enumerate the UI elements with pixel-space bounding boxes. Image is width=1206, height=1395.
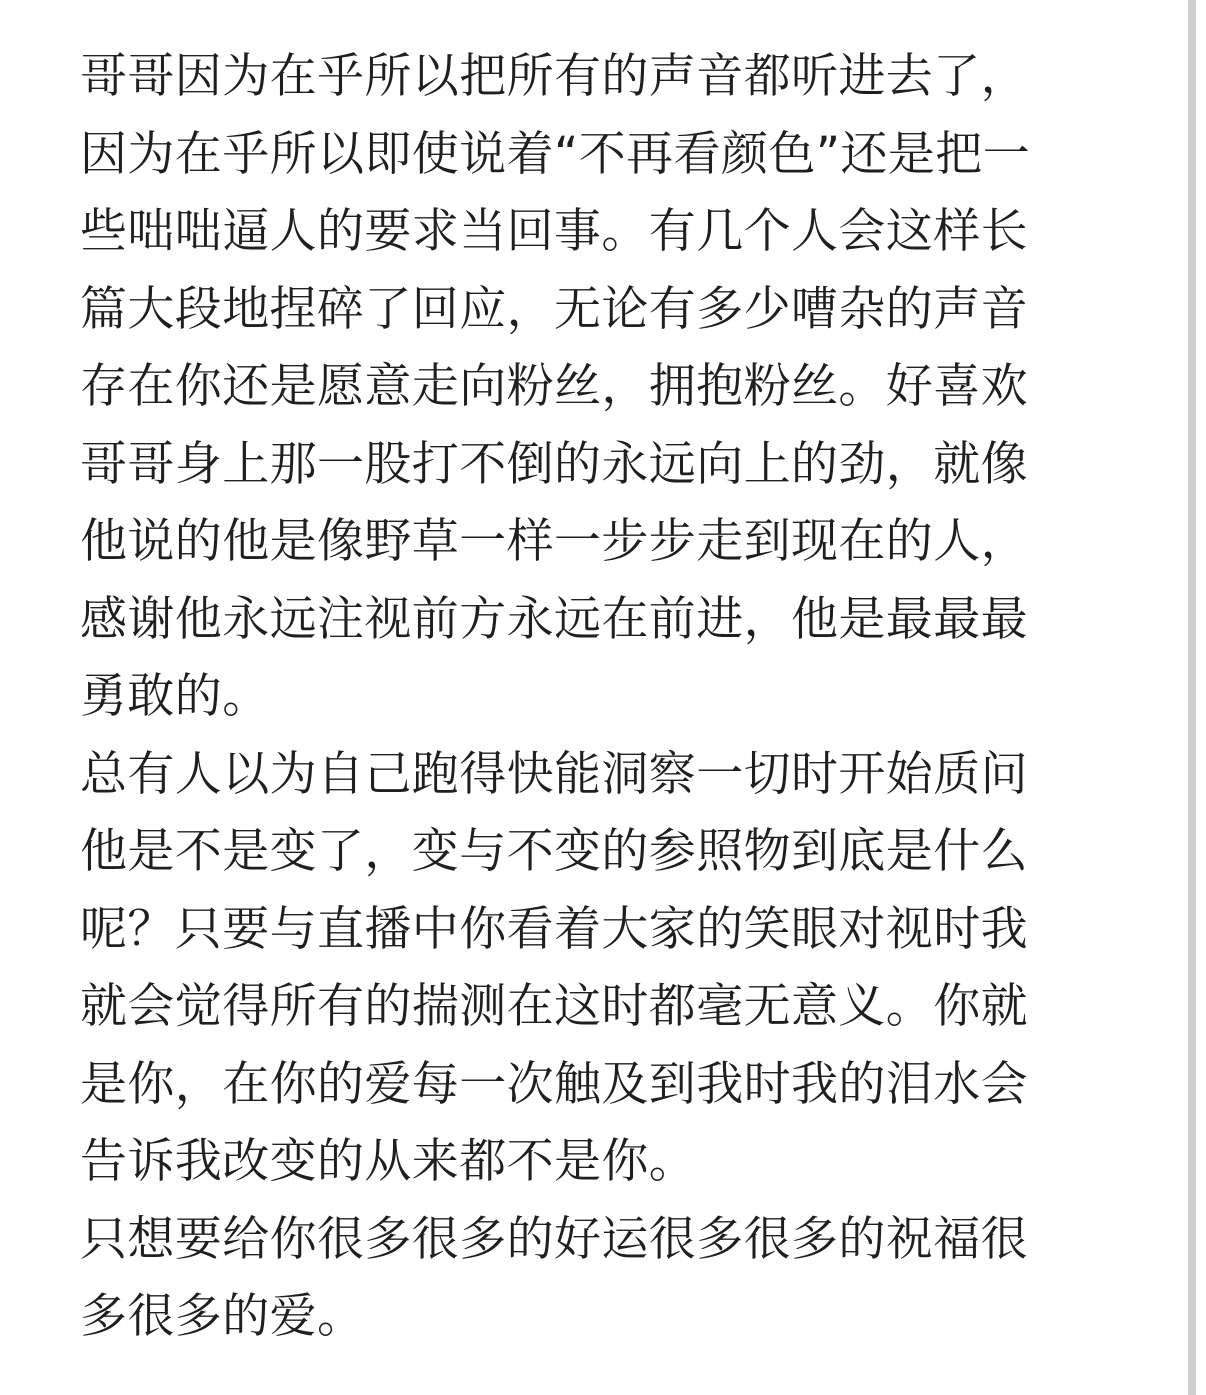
text-line: 勇敢的。 <box>80 669 270 724</box>
text-line: 只想要给你很多很多的好运很多很多的祝福很 <box>80 1211 1028 1267</box>
text-line: 总有人以为自己跑得快能洞察一切时开始质问 <box>80 746 1028 802</box>
text-line: 因为在乎所以即使说着“不再看颜色”还是把一 <box>80 126 1031 182</box>
text-line: 就会觉得所有的揣测在这时都毫无意义。你就 <box>80 979 1028 1034</box>
text-line: 篇大段地捏碎了回应，无论有多少嘈杂的声音 <box>80 281 1028 337</box>
text-line: 他是不是变了，变与不变的参照物到底是什么 <box>80 824 1028 879</box>
text-line: 些咄咄逼人的要求当回事。有几个人会这样长 <box>80 204 1028 259</box>
post-text <box>80 38 1120 1356</box>
text-line: 多很多的爱。 <box>80 1289 365 1344</box>
text-line: 哥哥因为在乎所以把所有的声音都听进去了， <box>80 49 1028 104</box>
text-line: 感谢他永远注视前方永远在前进，他是最最最 <box>80 591 1028 647</box>
text-line: 他说的他是像野草一样一步步走到现在的人， <box>80 514 1028 569</box>
text-line: 是你，在你的爱每一次触及到我时我的泪水会 <box>80 1056 1028 1112</box>
text-line: 存在你还是愿意走向粉丝，拥抱粉丝。好喜欢 <box>80 359 1028 414</box>
text-line: 哥哥身上那一股打不倒的永远向上的劲，就像 <box>80 436 1028 492</box>
text-line: 告诉我改变的从来都不是你。 <box>80 1134 697 1189</box>
vertical-scrollbar[interactable] <box>1188 0 1196 1395</box>
text-line: 呢？只要与直播中你看着大家的笑眼对视时我 <box>80 901 1028 957</box>
